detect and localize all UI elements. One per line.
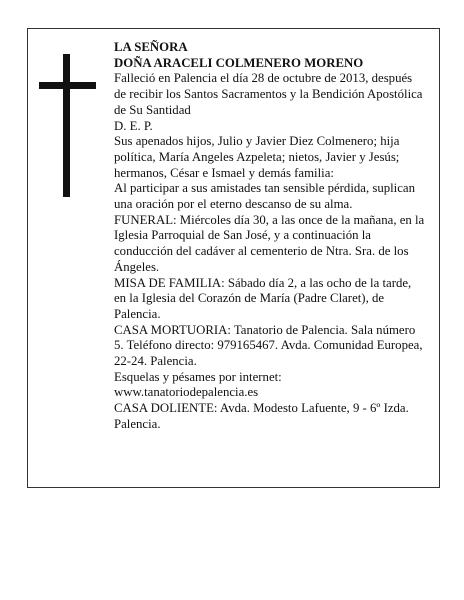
cross-vertical-bar bbox=[63, 54, 70, 197]
condolences-info: Esquelas y pésames por internet: www.tanatoriodepalencia.es bbox=[114, 369, 282, 400]
obituary-text bbox=[114, 40, 426, 433]
mourning-home-info: CASA DOLIENTE: Avda. Modesto Lafuente, 9 - 6º Izda. Palencia. bbox=[114, 401, 409, 431]
death-statement: Falleció en Palencia el día 28 de octubre de 2013, después de recibir los Santos Sacramentos y la Bendición Apostólica de Su Santidad bbox=[114, 71, 423, 117]
honorific: LA SEÑORA bbox=[114, 40, 188, 54]
rip: D. E. P. bbox=[114, 118, 153, 133]
deceased-name: DOÑA ARACELI COLMENERO MORENO bbox=[114, 55, 364, 70]
funeral-home-info: CASA MORTUORIA: Tanatorio de Palencia. Sala número 5. Teléfono directo: 979165467. Avda. Comunidad Europea, 22-24. Palencia. bbox=[114, 322, 423, 369]
cross-horizontal-bar bbox=[39, 82, 96, 89]
family-mass-info: MISA DE FAMILIA: Sábado día 2, a las ocho de la tarde, en la Iglesia del Corazón de María (Padre Claret), de Palencia. bbox=[114, 275, 412, 321]
prayer-request: Al participar a sus amistades tan sensible pérdida, suplican una oración por el eterno descanso de su alma. bbox=[114, 181, 415, 212]
funeral-info: FUNERAL: Miércoles día 30, a las once de la mañana, en la Iglesia Parroquial de San José, y a continuación la conducción del cadáver al cementerio de Ntra. Sra. de los Ángeles. bbox=[114, 212, 425, 274]
family-list: Sus apenados hijos, Julio y Javier Diez Colmenero; hija política, María Angeles Azpeleta; nietos, Javier y Jesús; hermanos, César e Ismael y demás familia: bbox=[114, 134, 400, 180]
